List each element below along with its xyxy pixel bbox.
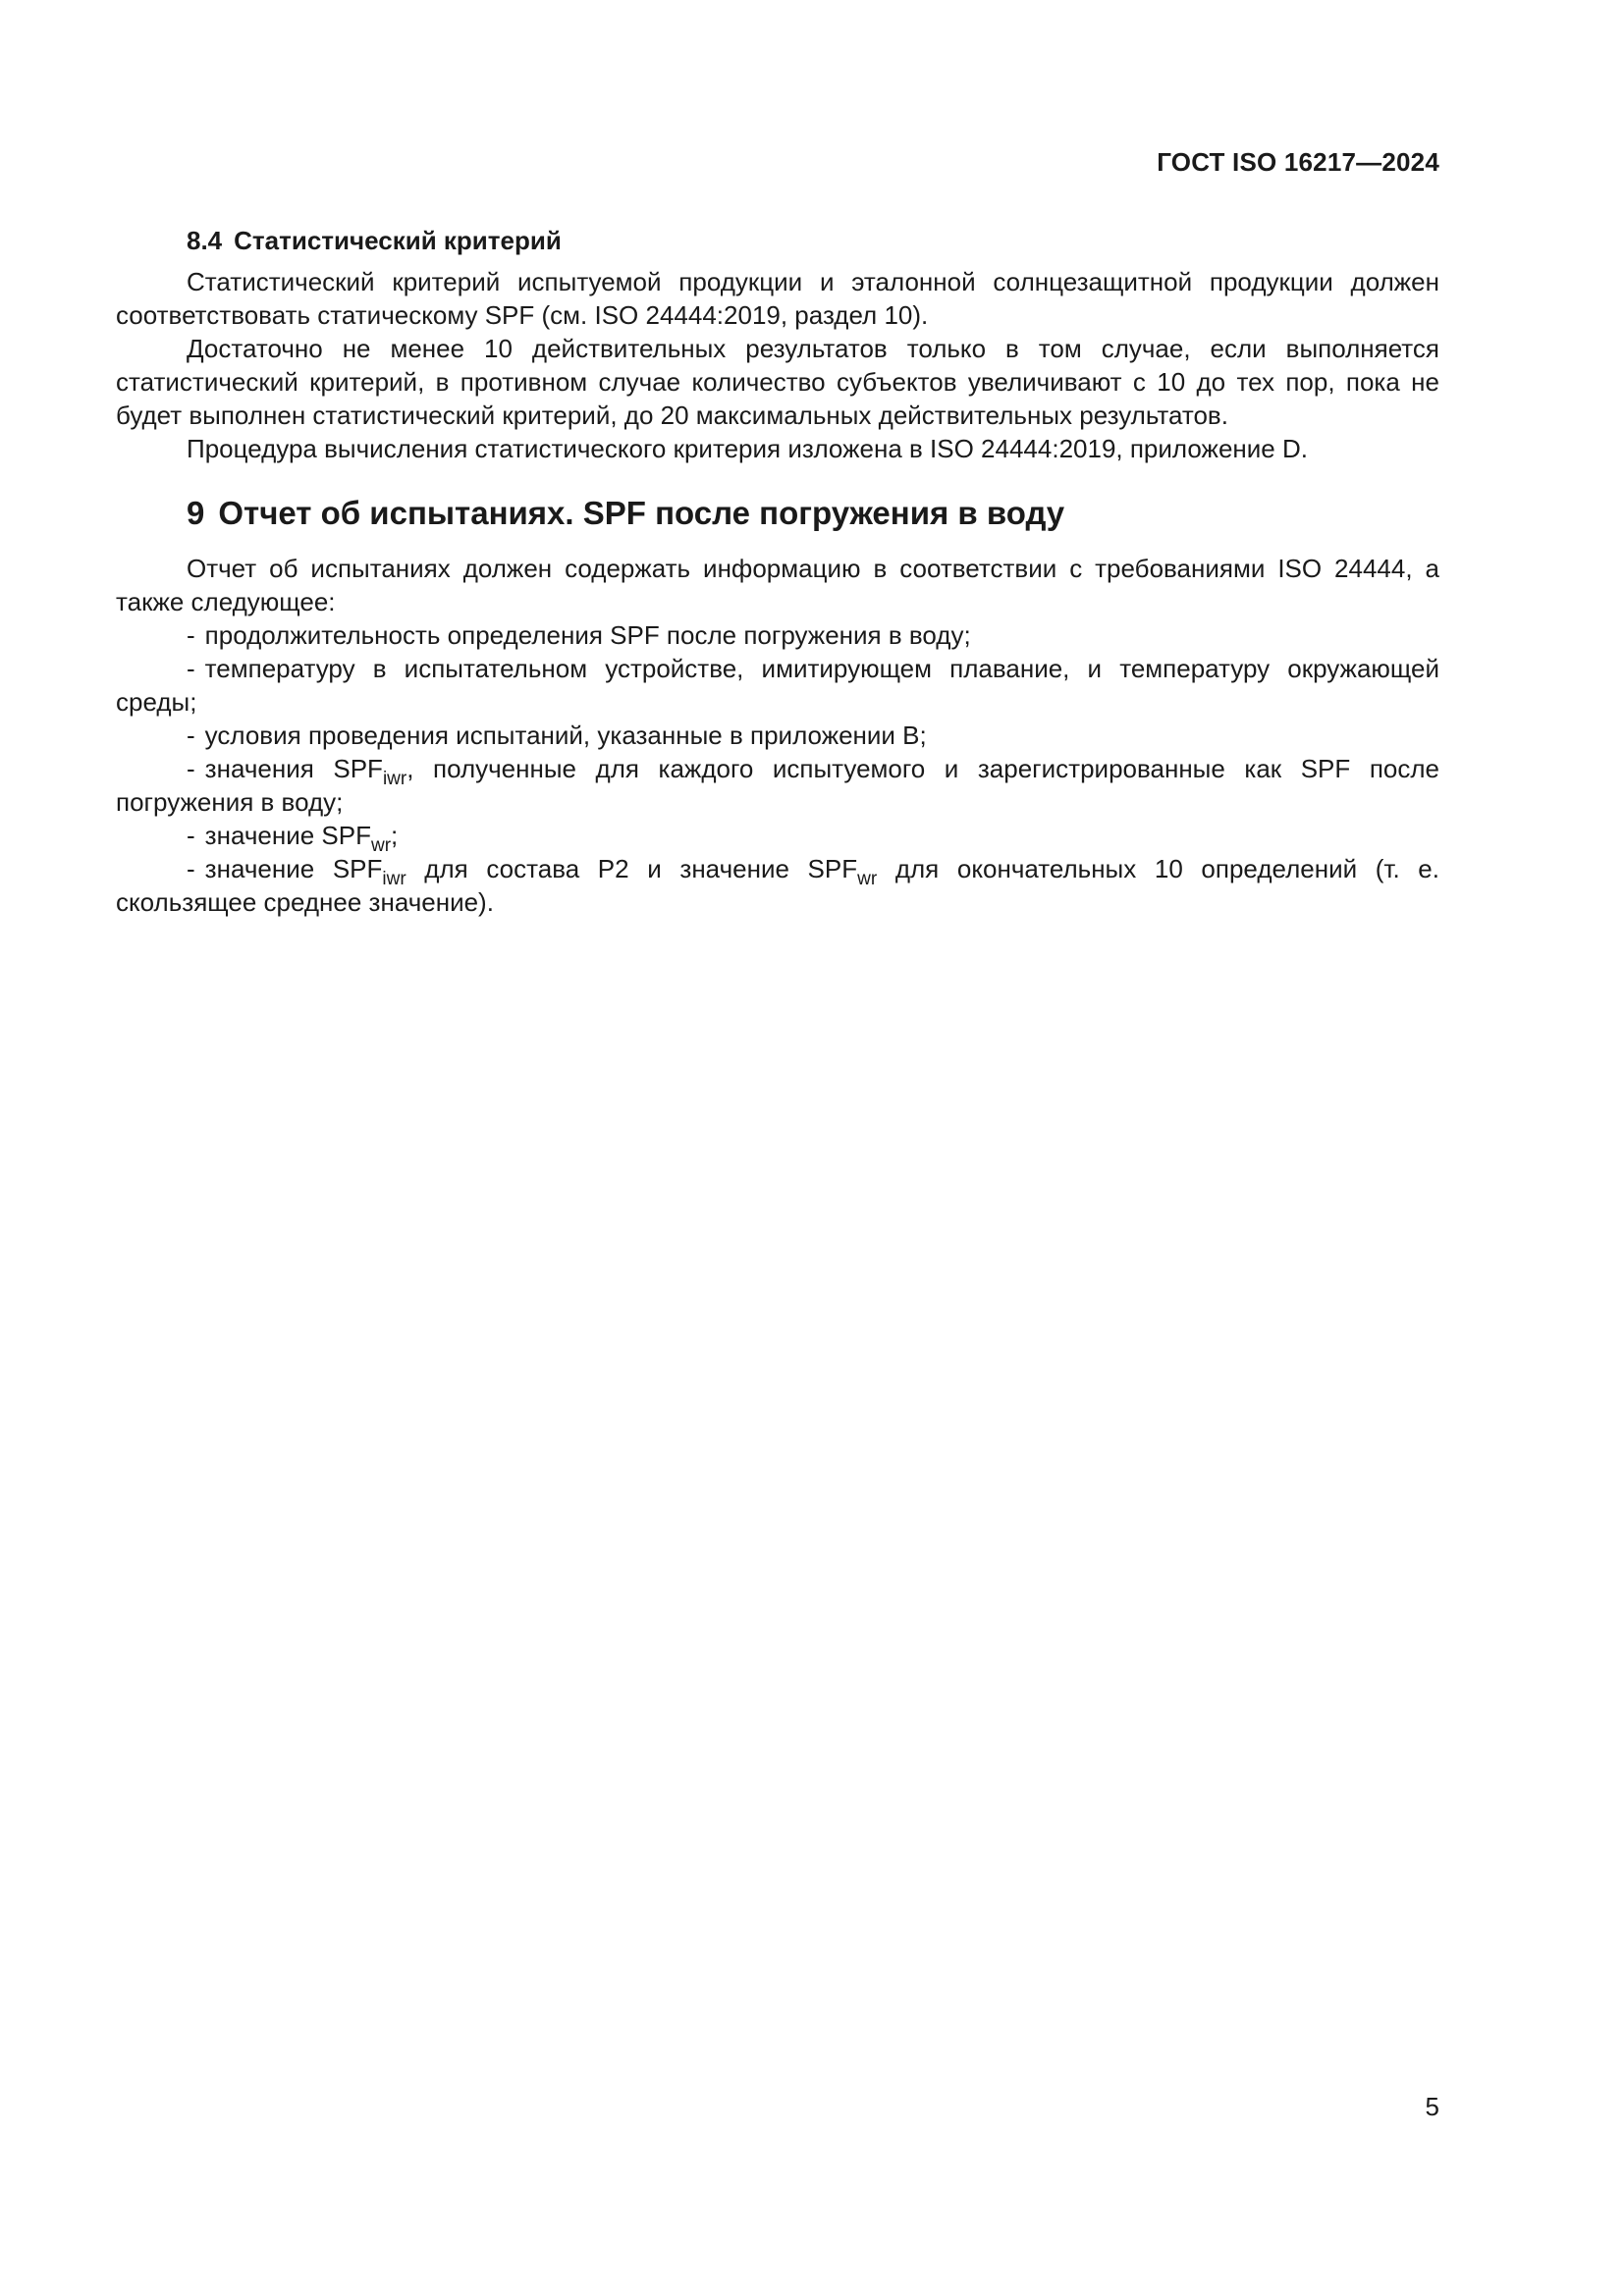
subsection-number: 8.4 [187,226,223,255]
list-item [116,652,1439,719]
subscript: wr [370,835,392,856]
page-number: 5 [1425,2092,1439,2121]
list-item-text: температуру в испытательном устройстве, имитирующем плавание, и температуру окружающей среды; [116,654,1439,717]
list-item [116,752,1439,819]
list-item [116,618,1439,652]
list-item-text: , полученные для каждого испытуемого и зарегистрированные как SPF после погружения в воду; [116,754,1439,817]
paragraph: Достаточно не менее 10 действительных результатов только в том случае, если выполняется статистический критерий, в противном случае количество субъектов увеличивают с 10 до тех пор, пока не будет выполнен статистический критерий, до 20 максимальных действительных результатов. [116,334,1439,430]
section-heading [116,493,1439,534]
section-title: Отчет об испытаниях. SPF после погружения в воду [218,495,1065,531]
list-dash: - [187,854,195,883]
list-item-text: значение SPF [204,821,371,850]
list-dash: - [187,620,195,650]
document-id: ГОСТ ISO 16217—2024 [1157,147,1439,177]
list-item-text: продолжительность определения SPF после погружения в воду; [204,620,971,650]
list-item-text: для окончательных 10 определений (т. е. скользящее среднее значение). [116,854,1439,917]
list-dash: - [187,721,195,750]
subsection-heading [116,224,1439,257]
paragraph: Статистический критерий испытуемой продукции и эталонной солнцезащитной продукции должен соответствовать статическому SPF (см. ISO 24444:2019, раздел 10). [116,267,1439,330]
list-item-text: условия проведения испытаний, указанные в приложении B; [204,721,927,750]
subscript: wr [857,869,878,889]
list-item-text: ; [391,821,399,850]
section-intro: Отчет об испытаниях должен содержать информацию в соответствии с требованиями ISO 24444, а также следующее: [116,554,1439,616]
section-number: 9 [187,495,205,531]
list-item [116,819,1439,856]
list-item [116,852,1439,919]
list-item [116,719,1439,752]
subscript: iwr [382,769,407,789]
list-dash: - [187,654,195,683]
list-item-text: значения SPF [204,754,383,783]
list-dash: - [187,754,195,783]
list-item-text: значение SPF [204,854,383,883]
list-dash: - [187,821,195,850]
page-content [116,224,1439,919]
paragraph: Процедура вычисления статистического критерия изложена в ISO 24444:2019, приложение D. [187,434,1308,463]
subsection-title: Статистический критерий [234,226,562,255]
list-item-text: для состава P2 и значение SPF [406,854,858,883]
subscript: iwr [382,869,406,889]
